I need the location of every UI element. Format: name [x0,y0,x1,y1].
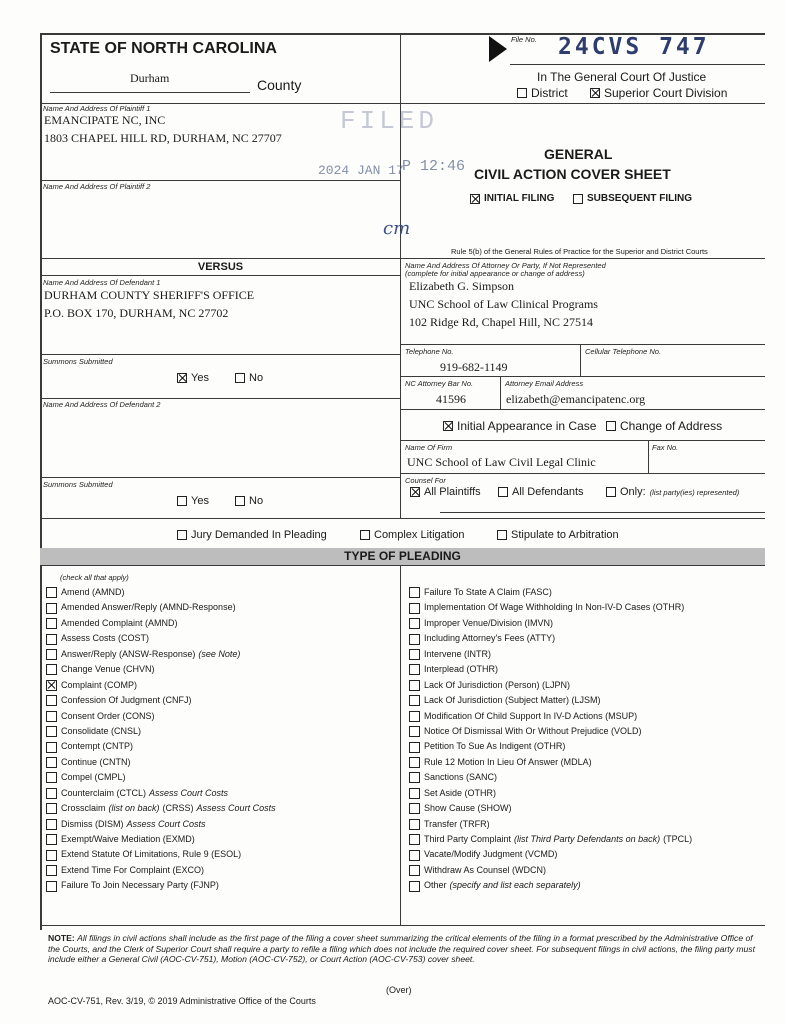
firm-label: Name Of Firm [405,443,453,452]
pleading-checkbox[interactable] [46,803,57,814]
initial-filing-checkbox[interactable] [470,194,480,204]
pleading-option-code: (CRSS) [162,803,194,814]
pleading-checkbox[interactable] [46,881,57,892]
pleading-option-note: (list on back) [108,803,160,814]
pleading-option-label: Notice Of Dismissal With Or Without Prejudice (VOLD) [424,725,642,736]
pleading-option-left-consolidate-cnsl[interactable] [46,724,396,739]
pleading-option-label: Extend Time For Complaint (EXCO) [61,864,205,875]
pleading-option-right-third-party-complaint-tpcl[interactable] [409,832,764,847]
pleading-option-label: Contempt (CNTP) [61,741,134,752]
pleading-checkbox[interactable] [46,711,57,722]
pleading-option-label: Extend Statute Of Limitations, Rule 9 (ESOL) [61,849,242,860]
pleading-checkbox[interactable] [409,742,420,753]
summons1-yes-label: Yes [191,372,209,384]
pleading-checkbox[interactable] [409,819,420,830]
pleading-option-label: Compel (CMPL) [61,772,126,783]
pleading-left-list [46,585,396,894]
email-value: elizabeth@emancipatenc.org [506,392,646,406]
pleading-checkbox[interactable] [409,865,420,876]
pleading-checkbox[interactable] [409,772,420,783]
pleading-checkbox[interactable] [46,865,57,876]
change-address-option[interactable] [606,419,722,433]
court-name: In The General Court Of Justice [537,70,707,84]
superior-label: Superior Court Division [604,86,728,100]
pleading-checkbox[interactable] [409,587,420,598]
pleading-rule-bottom [40,565,765,566]
stamp-time: P 12:46 [402,158,466,175]
pleading-checkbox[interactable] [46,680,57,691]
pleading-option-right-intervene-intr[interactable] [409,647,764,662]
district-option[interactable] [517,86,568,100]
pleading-option-right-show-cause-show[interactable] [409,801,764,816]
firm-value: UNC School of Law Civil Legal Clinic [407,455,596,469]
summons1-no-checkbox[interactable] [235,373,245,383]
pleading-checkbox[interactable] [46,603,57,614]
pleading-option-label: Including Attorney's Fees (ATTY) [424,633,556,644]
file-no-arrow-icon [487,34,509,69]
county-value: Durham [130,71,170,85]
pleading-option-label: Amend (AMND) [61,587,125,597]
pleading-checkbox[interactable] [46,757,57,768]
pleading-option-label: Change Venue (CHVN) [61,664,155,675]
appearance-rule [400,409,765,410]
pleading-checkbox[interactable] [409,726,420,737]
pleading-checkbox[interactable] [409,634,420,645]
summons2-label: Summons Submitted [43,480,113,489]
pleading-checkbox[interactable] [409,757,420,768]
initial-appearance-option[interactable] [443,419,596,433]
fax-divider [648,440,649,473]
summons1-no-option[interactable] [235,372,263,384]
pleading-option-note: (list Third Party Defendants on back) [514,834,661,844]
header-divider [400,33,401,104]
pleading-option-label: Interplead (OTHR) [424,664,499,675]
over-label: (Over) [386,985,412,995]
bar-label: NC Attorney Bar No. [405,379,474,388]
pleading-option-label: Complaint (COMP) [61,679,138,690]
plaintiff1-label: Name And Address Of Plaintiff 1 [43,104,151,113]
phone-rule [400,344,765,345]
pleading-option-label: Amended Answer/Reply (AMND-Response) [61,602,236,613]
pleading-option-left-dismiss-dism[interactable] [46,817,396,832]
only-note: (list party(ies) represented) [649,487,740,497]
pleading-checkbox[interactable] [46,834,57,845]
pleading-checkbox[interactable] [409,850,420,861]
summons1-no-label: No [249,372,264,384]
pleading-option-code: (TPCL) [663,834,693,844]
pleading-option-label: Intervene (INTR) [424,648,492,659]
pleading-option-label: Rule 12 Motion In Lieu Of Answer (MDLA) [424,756,592,767]
summons2-rule [40,477,401,478]
pleading-option-right-lack-of-jurisdiction-person-ljpn[interactable] [409,678,764,693]
only-underline [440,512,765,513]
all-plaintiffs-option[interactable] [410,486,481,498]
summons2-no-checkbox[interactable] [235,496,245,506]
defendant2-rule [40,398,401,399]
superior-checkbox[interactable] [590,88,600,98]
pleading-option-right-failure-to-state-a-claim-fasc[interactable] [409,585,764,600]
options-rule [40,518,765,519]
pleading-option-left-amend-amnd[interactable] [46,585,396,600]
attorney-sublabel: (complete for initial appearance or change of address) [405,269,585,278]
jury-checkbox[interactable] [177,530,187,540]
pleading-option-label: Consent Order (CONS) [61,710,155,721]
pleading-option-label: Answer/Reply (ANSW-Response) [61,648,196,659]
pleading-checkbox[interactable] [46,819,57,830]
pleading-option-label: Failure To Join Necessary Party (FJNP) [61,880,219,891]
pleading-option-left-extend-time-for-complaint-exco[interactable] [46,863,396,878]
pleading-option-left-continue-cntn[interactable] [46,755,396,770]
pleading-option-right-notice-of-dismissal-with-or-without-prejudice-vold[interactable] [409,724,764,739]
plaintiff2-rule [40,180,401,181]
pleading-checkbox[interactable] [409,680,420,691]
pleading-option-label: Lack Of Jurisdiction (Subject Matter) (LJSM) [424,695,601,706]
initial-appearance-label: Initial Appearance in Case [457,419,597,433]
subsequent-filing-label: SUBSEQUENT FILING [587,193,693,204]
summons2-no-option[interactable] [235,495,263,507]
only-label: Only: [620,486,646,498]
summons1-yes-checkbox[interactable] [177,373,187,383]
versus-bottom-rule [40,275,401,276]
superior-option[interactable] [590,86,727,100]
summons2-yes-label: Yes [191,495,209,507]
counsel-label: Counsel For [405,476,446,485]
pleading-option-label: Continue (CNTN) [61,756,131,767]
pleading-checkbox[interactable] [46,587,57,598]
center-divider-lower [400,565,401,925]
pleading-checkbox[interactable] [409,603,420,614]
arbitration-option[interactable] [497,529,619,541]
pleading-checkbox[interactable] [46,664,57,675]
pleading-option-label: Modification Of Child Support In IV-D Actions (MSUP) [424,710,638,721]
pleading-option-label: Sanctions (SANC) [424,772,498,783]
pleading-checkbox[interactable] [46,695,57,706]
pleading-option-left-contempt-cntp[interactable] [46,739,396,754]
initial-appearance-checkbox[interactable] [443,421,453,431]
district-label: District [531,86,568,100]
all-defendants-label: All Defendants [512,486,584,498]
phone-divider [580,344,581,376]
pleading-option-label: Improper Venue/Division (IMVN) [424,617,554,628]
pleading-checkbox[interactable] [46,649,57,660]
pleading-option-left-amended-complaint-amnd[interactable] [46,616,396,631]
form-id: AOC-CV-751, Rev. 3/19, © 2019 Administrative Office of the Courts [48,996,316,1006]
pleading-checkbox[interactable] [46,634,57,645]
pleading-checkbox[interactable] [46,788,57,799]
pleading-option-right-interplead-othr[interactable] [409,662,764,677]
pleading-option-label: Exempt/Waive Mediation (EXMD) [61,834,195,844]
defendant1-name: DURHAM COUNTY SHERIFF'S OFFICE [44,288,255,302]
pleading-option-label: Other [424,880,447,891]
subsequent-filing-checkbox[interactable] [573,194,583,204]
pleading-list-bottom-rule [40,925,765,926]
pleading-option-right-lack-of-jurisdiction-subject-matter-ljsm[interactable] [409,693,764,708]
summons2-yes-checkbox[interactable] [177,496,187,506]
only-checkbox[interactable] [606,487,616,497]
pleading-option-label: Withdraw As Counsel (WDCN) [424,864,547,875]
pleading-option-label: Petition To Sue As Indigent (OTHR) [424,741,566,752]
all-defendants-checkbox[interactable] [498,487,508,497]
all-plaintiffs-label: All Plaintiffs [424,486,481,498]
title-cover-sheet: CIVIL ACTION COVER SHEET [474,166,671,182]
fax-label: Fax No. [652,443,679,452]
arbitration-label: Stipulate to Arbitration [511,529,619,541]
pleading-option-label: Lack Of Jurisdiction (Person) (LJPN) [424,679,571,690]
attorney-name: Elizabeth G. Simpson [409,279,514,293]
bar-divider [500,376,501,409]
defendant2-label: Name And Address Of Defendant 2 [43,400,161,409]
jury-label: Jury Demanded In Pleading [191,529,327,541]
complex-checkbox[interactable] [360,530,370,540]
defendant1-address: P.O. BOX 170, DURHAM, NC 27702 [44,306,229,320]
pleading-option-right-improper-venue-division-imvn[interactable] [409,616,764,631]
pleading-option-left-exempt-waive-mediation-exmd[interactable] [46,832,396,847]
pleading-option-left-failure-to-join-necessary-party-fjnp[interactable] [46,878,396,893]
only-option[interactable] [606,486,739,498]
pleading-option-label: Third Party Complaint [424,834,512,844]
pleading-checkbox[interactable] [46,742,57,753]
complex-label: Complex Litigation [374,529,465,541]
pleading-option-right-petition-to-sue-as-indigent-othr[interactable] [409,739,764,754]
subsequent-filing-option[interactable] [573,193,692,204]
phone-label: Telephone No. [405,347,454,356]
summons2-no-label: No [249,495,264,507]
pleading-option-note: (see Note) [198,648,241,659]
footer-note-label: NOTE: [48,933,75,943]
pleading-option-right-implementation-of-wage-withholding-in-non-iv-d-cases-othr[interactable] [409,600,764,615]
phone-value: 919-682-1149 [440,360,508,374]
summons2-yes-option[interactable] [177,495,209,507]
pleading-option-right-set-aside-othr[interactable] [409,786,764,801]
pleading-option-left-complaint-comp[interactable] [46,678,396,693]
stamp-date: 2024 JAN 17 [318,163,404,178]
summons1-rule [40,354,401,355]
summons1-label: Summons Submitted [43,357,113,366]
pleading-option-label: Set Aside (OTHR) [424,787,497,798]
file-no-value: 24CVS 747 [558,34,710,60]
pleading-option-left-compel-cmpl[interactable] [46,770,396,785]
pleading-option-note: Assess Court Costs [149,787,229,798]
footer-note [48,933,760,965]
all-defendants-option[interactable] [498,486,584,498]
form-left-border [40,33,42,930]
pleading-option-label: Dismiss (DISM) [61,818,124,829]
pleading-checkbox[interactable] [409,664,420,675]
pleading-checkbox[interactable] [409,803,420,814]
change-address-label: Change of Address [620,419,723,433]
pleading-option-note: Assess Court Costs [196,803,276,814]
pleading-option-right-transfer-trfr[interactable] [409,817,764,832]
plaintiff1-address: 1803 CHAPEL HILL RD, DURHAM, NC 27707 [44,131,282,145]
pleading-option-label: Vacate/Modify Judgment (VCMD) [424,849,558,860]
firm-rule [400,440,765,441]
county-label: County [257,77,302,93]
bar-rule [400,376,765,377]
county-underline [50,92,250,93]
pleading-checkbox[interactable] [46,618,57,629]
pleading-checkbox[interactable] [409,788,420,799]
pleading-option-left-assess-costs-cost[interactable] [46,631,396,646]
pleading-checkbox[interactable] [46,726,57,737]
plaintiff1-name: EMANCIPATE NC, INC [44,113,166,127]
jury-option[interactable] [177,529,327,541]
attorney-label: Name And Address Of Attorney Or Party, If Not Represented [405,261,606,270]
summons1-yes-option[interactable] [177,372,209,384]
pleading-option-right-including-attorney-s-fees-atty[interactable] [409,631,764,646]
pleading-option-label: Show Cause (SHOW) [424,803,512,814]
pleading-option-left-change-venue-chvn[interactable] [46,662,396,677]
pleading-option-right-vacate-modify-judgment-vcmd[interactable] [409,847,764,862]
pleading-checkbox[interactable] [409,695,420,706]
pleading-option-note: Assess Court Costs [126,818,206,829]
pleading-checkbox[interactable] [409,618,420,629]
initial-filing-label: INITIAL FILING [484,193,555,204]
versus-top-rule [40,258,765,259]
email-label: Attorney Email Address [505,379,584,388]
pleading-option-right-modification-of-child-support-in-iv-d-actions-msup[interactable] [409,709,764,724]
pleading-right-list [409,585,764,894]
footer-note-text: All filings in civil actions shall include as the first page of the filing a cover sheet summarizing the critical elements of the filing in a format prescribed by the Administrative Office of the Courts, and the Clerk of Superior Court shall require a party to refile a filing which does not include the required cover sheet. For subsequent filings in civil actions, the filing party must include either a General Civil (AOC-CV-751), Motion (AOC-CV-752), or Court Action (AOC-CV-753) cover sheet. [48,933,755,965]
change-address-checkbox[interactable] [606,421,616,431]
pleading-checkbox[interactable] [409,881,420,892]
pleading-option-label: Amended Complaint (AMND) [61,617,178,628]
cell-label: Cellular Telephone No. [585,347,662,356]
rule-note: Rule 5(b) of the General Rules of Practice for the Superior and District Courts [451,247,708,256]
pleading-option-label: Implementation Of Wage Withholding In Non-IV-D Cases (OTHR) [424,602,685,613]
arbitration-checkbox[interactable] [497,530,507,540]
pleading-option-label: Confession Of Judgment (CNFJ) [61,695,192,706]
plaintiff2-label: Name And Address Of Plaintiff 2 [43,182,151,191]
attorney-org: UNC School of Law Clinical Programs [409,297,598,311]
pleading-option-left-extend-statute-of-limitations-rule-9-esol[interactable] [46,847,396,862]
pleading-option-left-answer-reply-answ-response[interactable] [46,647,396,662]
stamp-initials: cm [383,218,411,239]
pleading-option-left-counterclaim-ctcl[interactable] [46,786,396,801]
pleading-option-note: (specify and list each separately) [449,880,581,891]
attorney-address: 102 Ridge Rd, Chapel Hill, NC 27514 [409,315,593,329]
pleading-header: TYPE OF PLEADING [344,549,461,563]
pleading-option-label: Counterclaim (CTCL) [61,787,147,798]
pleading-option-label: Failure To State A Claim (FASC) [424,587,552,597]
pleading-option-left-crossclaim-crss[interactable] [46,801,396,816]
defendant1-label: Name And Address Of Defendant 1 [43,278,161,287]
pleading-option-right-withdraw-as-counsel-wdcn[interactable] [409,863,764,878]
pleading-option-right-other[interactable] [409,878,764,893]
pleading-option-right-rule-12-motion-in-lieu-of-answer-mdla[interactable] [409,755,764,770]
file-no-label: File No. [511,35,537,44]
pleading-option-left-amended-answer-reply-amnd-response[interactable] [46,600,396,615]
pleading-checkbox[interactable] [46,772,57,783]
pleading-checkbox[interactable] [409,711,420,722]
counsel-rule [400,473,765,474]
pleading-option-left-consent-order-cons[interactable] [46,709,396,724]
pleading-option-left-confession-of-judgment-cnfj[interactable] [46,693,396,708]
filed-stamp: FILED [340,106,439,136]
pleading-option-right-sanctions-sanc[interactable] [409,770,764,785]
initial-filing-option[interactable] [470,193,554,204]
pleading-checkbox[interactable] [46,850,57,861]
pleading-option-label: Crossclaim [61,803,106,814]
district-checkbox[interactable] [517,88,527,98]
file-no-bottom-rule [510,64,765,65]
pleading-option-label: Consolidate (CNSL) [61,725,142,736]
versus-heading: VERSUS [197,261,244,273]
title-general: GENERAL [544,146,613,162]
pleading-checkbox[interactable] [409,649,420,660]
pleading-checkbox[interactable] [409,834,420,845]
state-title: STATE OF NORTH CAROLINA [50,40,277,57]
pleading-note: (check all that apply) [60,573,129,582]
bar-value: 41596 [436,392,466,406]
pleading-option-label: Transfer (TRFR) [424,818,490,829]
pleading-option-label: Assess Costs (COST) [61,633,150,644]
complex-option[interactable] [360,529,465,541]
all-plaintiffs-checkbox[interactable] [410,487,420,497]
